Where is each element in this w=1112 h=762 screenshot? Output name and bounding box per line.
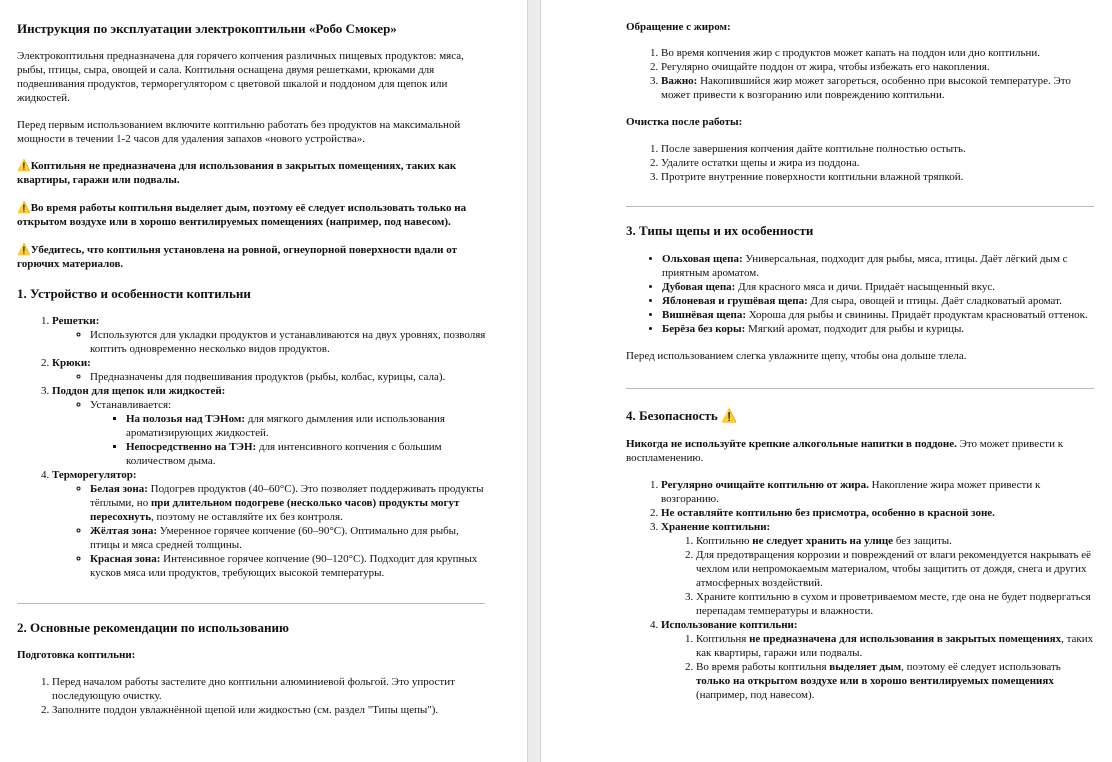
item-text: Накопившийся жир может загореться, особенно при высокой температуре. Это может привести к возгоранию или повреждению коптильни. [661, 75, 1071, 101]
subsection-heading [626, 20, 1094, 34]
section-heading: 1. Устройство и особенности коптильни [17, 286, 251, 301]
fat-handling-list [626, 46, 1094, 102]
list-item: 1. Во время копчения жир с продуктов может капать на поддон или дно коптильни. [661, 46, 1094, 60]
item-emphasis: не следует хранить на улице [752, 535, 894, 547]
warning-paragraph: ⚠️Во время работы коптильня выделяет дым, поэтому её следует использовать только на открытом воздухе или в хорошо вентилируемых помещениях (например, под навесом). [17, 202, 467, 228]
device-features-list [17, 314, 487, 580]
intro-paragraph: Электрокоптильня предназначена для горячего копчения различных пищевых продуктов: мяса, рыбы, птицы, сыра, овощей и сала. Коптильня оснащена двумя решетками, крюками для подвешивания продуктов, терморегулятором с цветовой шкалой и поддоном для щепок или жидкостей. [17, 50, 464, 104]
list-item: 2. Удалите остатки щепы и жира из поддона. [661, 156, 1094, 170]
list-item [90, 398, 487, 468]
list-item [90, 482, 487, 524]
list-item [661, 506, 1094, 520]
item-text: Универсальная, подходит для рыбы, мяса, птицы. Даёт лёгкий дым с приятным ароматом. [662, 253, 1068, 279]
section-divider [626, 388, 1094, 389]
item-text: для интенсивного копчения с большим количеством дыма. [126, 441, 442, 467]
item-text: Это может привести к воспламенению. [626, 438, 1064, 464]
item-emphasis: только на открытом воздухе или в хорошо вентилируемых помещениях [696, 675, 1054, 687]
item-label: Жёлтая зона: [90, 525, 158, 537]
item-label: Терморегулятор: [52, 469, 137, 481]
list-item [661, 478, 1094, 506]
document-page-left [0, 0, 528, 762]
section-heading: 4. Безопасность ⚠️ [626, 408, 738, 423]
page-gap [528, 0, 540, 762]
document-title: Инструкция по эксплуатации электрокоптильни «Робо Смокер» [17, 21, 397, 36]
item-text: Коптильню [696, 535, 753, 547]
item-label: Использование коптильни: [661, 619, 798, 631]
item-text: (например, под навесом). [696, 689, 815, 701]
safety-list [626, 478, 1094, 702]
subsection-heading [17, 648, 487, 662]
list-item [90, 524, 487, 552]
wood-chips-list [626, 252, 1094, 336]
list-item [661, 618, 1094, 702]
item-text: Для сыра, овощей и птицы. Даёт сладковатый аромат. [807, 295, 1062, 307]
list-item [662, 280, 1094, 294]
item-label: Яблоневая и грушёвая щепа: [662, 295, 808, 307]
list-item [696, 534, 1094, 548]
list-item [662, 322, 1094, 336]
list-item [126, 412, 487, 440]
item-label: Красная зона: [90, 553, 161, 565]
list-item: 2. Для предотвращения коррозии и повреждений от влаги рекомендуется накрывать её чехлом или непромокаемым материалом, чтобы защитить от дождя, снега и других атмосферных воздействий. [696, 548, 1094, 590]
list-item [661, 74, 1094, 102]
warning-paragraph: ⚠️Коптильня не предназначена для использования в закрытых помещениях, таких как квартиры, гаражи или подвалы. [17, 160, 457, 186]
item-label: Поддон для щепок или жидкостей: [52, 385, 226, 397]
item-text: , поэтому её следует использовать [901, 661, 1061, 673]
list-item [126, 440, 487, 468]
safety-intro [626, 437, 1094, 465]
section-heading: 2. Основные рекомендации по использованию [17, 620, 289, 635]
list-item [696, 660, 1094, 702]
item-emphasis: не предназначена для использования в закрытых помещениях [749, 633, 1062, 645]
list-item: 3. Протрите внутренние поверхности коптильни влажной тряпкой. [661, 170, 1094, 184]
document-page-right [540, 0, 1112, 762]
section-divider [626, 206, 1094, 207]
item-text: Хороша для рыбы и свинины. Придаёт продуктам красноватый оттенок. [746, 309, 1088, 321]
usage-list [661, 632, 1094, 702]
subsection-heading-text: Подготовка коптильни: [17, 649, 136, 661]
list-item: 1. Перед началом работы застелите дно коптильни алюминиевой фольгой. Это упростит последующую очистку. [52, 675, 487, 703]
item-text: Мягкий аромат, подходит для рыбы и курицы. [745, 323, 965, 335]
list-item [90, 552, 487, 580]
item-text: Для красного мяса и дичи. Придаёт насыщенный вкус. [735, 281, 996, 293]
subsection-heading-text: Обращение с жиром: [626, 21, 731, 33]
list-item [52, 356, 487, 384]
item-text: Устанавливается: [90, 399, 172, 411]
item-label: Хранение коптильни: [661, 521, 771, 533]
preparation-list [17, 675, 487, 717]
item-label: Дубовая щепа: [662, 281, 736, 293]
item-label: Крюки: [52, 357, 91, 369]
item-label: На полозья над ТЭНом: [126, 413, 246, 425]
item-text: Во время работы коптильня [696, 661, 830, 673]
item-emphasis: Не оставляйте коптильню без присмотра, особенно в красной зоне. [661, 507, 995, 519]
item-label: Берёза без коры: [662, 323, 746, 335]
item-label: Решетки: [52, 315, 100, 327]
list-item: 3. Храните коптильню в сухом и проветриваемом месте, где она не будет подвергаться перепадам температуры и влажности. [696, 590, 1094, 618]
item-emphasis: выделяет дым [829, 661, 902, 673]
item-label: Вишнёвая щепа: [662, 309, 746, 321]
item-text: без защиты. [893, 535, 952, 547]
list-item [52, 384, 487, 468]
list-item: ◦ Используются для укладки продуктов и устанавливаются на двух уровнях, позволяя коптить одновременно несколько видов продуктов. [90, 328, 487, 356]
item-emphasis: Никогда не используйте крепкие алкогольные напитки в поддоне. [626, 438, 957, 450]
item-label: Важно: [661, 75, 698, 87]
list-item: 2. Регулярно очищайте поддон от жира, чтобы избежать его накопления. [661, 60, 1094, 74]
intro-paragraph: Перед первым использованием включите коптильню работать без продуктов на максимальной мощности в течении 1-2 часов для удаления запахов «нового устройства». [17, 119, 461, 145]
list-item [52, 468, 487, 580]
list-item: ◦ Предназначены для подвешивания продуктов (рыбы, колбас, курицы, сала). [90, 370, 487, 384]
list-item [696, 632, 1094, 660]
section-divider [17, 603, 485, 604]
list-item [661, 520, 1094, 618]
item-text: Коптильня [696, 633, 750, 645]
item-label: Непосредственно на ТЭН: [126, 441, 257, 453]
storage-list [661, 534, 1094, 618]
item-text: для мягкого дымления или использования ароматизирующих жидкостей. [126, 413, 445, 439]
list-item [52, 314, 487, 356]
list-item: 1. После завершения копчения дайте коптильне полностью остыть. [661, 142, 1094, 156]
item-text: Умеренное горячее копчение (60–90°C). Оптимально для рыбы, птицы и мяса средней толщины. [90, 525, 459, 551]
item-text: , таких как квартиры, гаражи или подвалы. [696, 633, 1094, 659]
warning-paragraph: ⚠️Убедитесь, что коптильня установлена на ровной, огнеупорной поверхности вдали от горючих материалов. [17, 244, 457, 270]
subsection-heading [626, 115, 1094, 129]
item-text: Подогрев продуктов (40–60°C). Это позволяет поддерживать продукты тёплыми, но [90, 483, 484, 509]
list-item: 2. Заполните поддон увлажнённой щепой или жидкостью (см. раздел "Типы щепы"). [52, 703, 487, 717]
subsection-heading-text: Очистка после работы: [626, 116, 743, 128]
note-paragraph: Перед использованием слегка увлажните щепу, чтобы она дольше тлела. [626, 350, 967, 362]
list-item [662, 252, 1094, 280]
item-emphasis: при длительном подогреве (несколько часов) продукты могут пересохнуть [90, 497, 460, 523]
item-text: Интенсивное горячее копчение (90–120°C). Подходит для крупных кусков мяса или продуктов, требующих высокой температуры. [90, 553, 478, 579]
item-label: Ольховая щепа: [662, 253, 743, 265]
item-label: Белая зона: [90, 483, 148, 495]
item-emphasis: Регулярно очищайте коптильню от жира. [661, 479, 869, 491]
section-heading: 3. Типы щепы и их особенности [626, 223, 814, 238]
cleaning-list [626, 142, 1094, 184]
list-item [662, 308, 1094, 322]
list-item [662, 294, 1094, 308]
item-text: Накопление жира может привести к возгоранию. [661, 479, 1041, 505]
item-text: , поэтому не оставляйте их без контроля. [151, 511, 343, 523]
